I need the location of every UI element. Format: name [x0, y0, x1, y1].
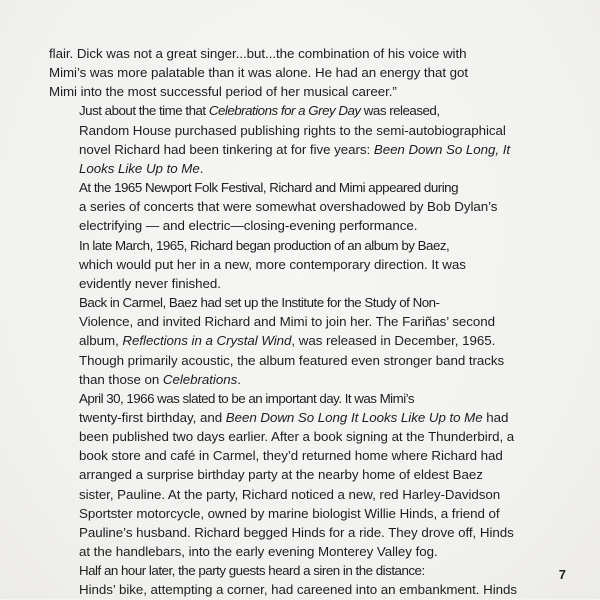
- text-line: [49, 293, 549, 312]
- text-segment: evidently never finished.: [79, 275, 221, 291]
- text-segment: electrifying — and electric—closing-evening performance.: [79, 218, 418, 234]
- text-line: [49, 370, 549, 389]
- text-line: [49, 331, 549, 350]
- paragraph: [49, 389, 549, 561]
- text-line: [49, 197, 549, 216]
- text-line: [49, 446, 549, 465]
- text-segment: Though primarily acoustic, the album featured even stronger band tracks: [79, 352, 505, 368]
- text-line: [49, 255, 549, 274]
- paragraph: [49, 236, 549, 293]
- text-line: [49, 408, 549, 427]
- text-segment: twenty-first birthday, and: [79, 409, 226, 425]
- text-line: [49, 216, 549, 235]
- italic-title-text: Looks Like Up to Me: [79, 160, 200, 176]
- text-line: [49, 561, 549, 580]
- text-line: [49, 485, 549, 504]
- text-segment: had: [482, 409, 509, 425]
- italic-title-text: Been Down So Long It Looks Like Up to Me: [225, 409, 483, 425]
- text-segment: Half an hour later, the party guests heard a siren in the distance:: [79, 563, 425, 579]
- text-line: [49, 274, 549, 293]
- paragraph: [49, 293, 549, 389]
- text-segment: sister, Pauline. At the party, Richard noticed a new, red Harley-Davidson: [79, 486, 501, 502]
- italic-title-text: Celebrations for a Grey Day: [208, 103, 361, 119]
- text-segment: In late March, 1965, Richard began production of an album by Baez,: [79, 237, 450, 253]
- italic-title-text: Reflections in a Crystal Wind: [122, 333, 292, 349]
- text-line: [49, 178, 549, 197]
- text-segment: At the 1965 Newport Folk Festival, Richard and Mimi appeared during: [79, 180, 459, 196]
- paragraph: [49, 101, 549, 178]
- text-line: [49, 465, 549, 484]
- text-line: [49, 312, 549, 331]
- text-segment: .: [199, 160, 204, 176]
- text-segment: than those on: [79, 371, 163, 387]
- text-segment: novel Richard had been tinkering at for five years:: [79, 141, 374, 157]
- text-segment: Mimi’s was more palatable than it was alone. He had an energy that got: [49, 65, 469, 81]
- text-segment: Hinds’ bike, attempting a corner, had careened into an embankment. Hinds: [79, 582, 517, 598]
- text-line: [49, 580, 549, 599]
- text-line: [49, 159, 549, 178]
- text-line: [49, 236, 549, 255]
- text-segment: which would put her in a new, more contemporary direction. It was: [79, 256, 466, 272]
- text-line: [49, 504, 549, 523]
- text-line: [49, 523, 549, 542]
- text-segment: Violence, and invited Richard and Mimi to join her. The Fariñas’ second: [79, 314, 496, 330]
- text-line: [49, 351, 549, 370]
- text-line: [49, 82, 549, 101]
- text-line: [49, 542, 549, 561]
- body-text: [49, 44, 549, 600]
- text-line: [49, 389, 549, 408]
- paragraph: [49, 178, 549, 235]
- text-segment: Mimi into the most successful period of her musical career.”: [49, 84, 397, 100]
- text-line: [49, 101, 549, 120]
- text-segment: been published two days earlier. After a book signing at the Thunderbird, a: [79, 429, 515, 445]
- text-segment: was released,: [360, 103, 440, 119]
- text-segment: .: [237, 371, 241, 387]
- italic-title-text: Been Down So Long, It: [373, 141, 511, 157]
- text-segment: Back in Carmel, Baez had set up the Institute for the Study of Non-: [79, 295, 440, 311]
- italic-title-text: Celebrations: [162, 371, 238, 387]
- text-line: [49, 427, 549, 446]
- page-number: 7: [558, 567, 566, 582]
- text-segment: flair. Dick was not a great singer...but...the combination of his voice with: [49, 46, 467, 61]
- text-segment: album,: [79, 333, 123, 349]
- paragraph: [49, 44, 549, 101]
- text-line: [49, 63, 549, 82]
- paragraph: [49, 561, 549, 599]
- text-line: [49, 121, 549, 140]
- text-segment: Sportster motorcycle, owned by marine biologist Willie Hinds, a friend of: [79, 505, 500, 521]
- text-segment: arranged a surprise birthday party at the nearby home of eldest Baez: [79, 467, 483, 483]
- text-segment: Just about the time that: [79, 103, 209, 119]
- text-segment: at the handlebars, into the early evening Monterey Valley fog.: [79, 544, 438, 560]
- text-line: [49, 140, 549, 159]
- text-segment: April 30, 1966 was slated to be an important day. It was Mimi’s: [79, 390, 414, 406]
- text-line: [49, 44, 549, 63]
- text-segment: book store and café in Carmel, they’d returned home where Richard had: [79, 448, 503, 464]
- text-segment: a series of concerts that were somewhat overshadowed by Bob Dylan’s: [79, 199, 498, 215]
- text-segment: , was released in December, 1965.: [291, 333, 496, 349]
- text-segment: Random House purchased publishing rights to the semi-autobiographical: [79, 122, 506, 138]
- text-segment: Pauline’s husband. Richard begged Hinds for a ride. They drove off, Hinds: [79, 524, 514, 540]
